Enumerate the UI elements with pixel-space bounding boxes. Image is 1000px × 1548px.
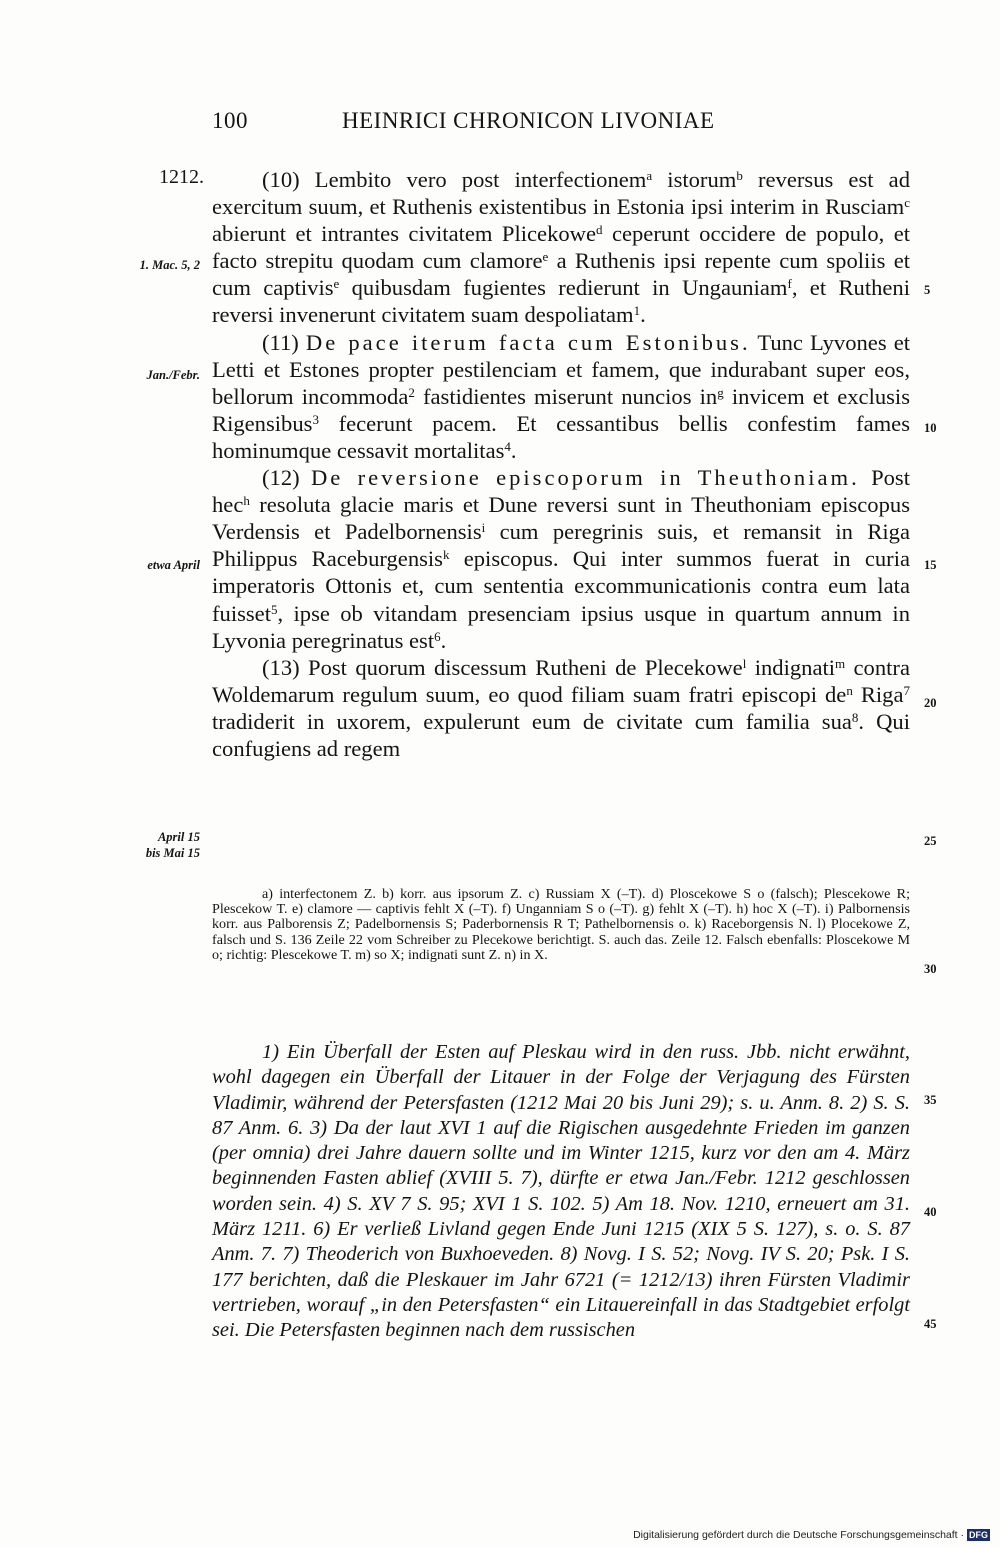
line-number: 30 (924, 962, 937, 976)
paragraph-13: (13) Post quorum discessum Rutheni de Plecekowe$^l$ indignati$^m$ contra Woldemarum regulum suum, eo quod filiam suam fratri episcopi $de^n$ Riga$^7$ tradiderit in uxorem, expulerunt eum de civitate cum familia sua$^8$. Qui confugiens ad regem (212, 654, 910, 761)
margin-year: 1212. (159, 166, 204, 188)
dfg-logo-icon: DFG (969, 1530, 988, 1540)
line-number: 20 (924, 696, 937, 710)
apparatus-text: a) interfectonem Z. b) korr. aus ipsorum Z. c) Russiam X (–T). d) Ploscekowe S o (falsch); Plescekowe R; Plescekow T. e) clamore — captivis fehlt X (–T). f) Unganniam S o (–T). g) fehlt X (–T). h) hoc X (–T). i) Palbornensis korr. aus Palborensis Z; Padelbornensis S; Paderbornensis R T; Pathelbornensis o. k) Raceborgensis N. l) Plocekowe Z, falsch und S. 136 Zeile 22 vom Schreiber zu Plecekowe berichtigt. S. auch das. Zeile 12. Falsch ebenfalls: Ploscekowe M o; richtig: Plescekowe T. m) so X; indignati sunt Z. n) in X. (212, 886, 910, 963)
line-number: 15 (924, 558, 937, 572)
footnotes (212, 1040, 910, 1344)
page-footer (633, 1529, 990, 1541)
margin-date-april15: April 15 (157, 830, 200, 844)
footnotes-text: 1) Ein Überfall der Esten auf Pleskau wird in den russ. Jbb. nicht erwähnt, wohl dagegen ein Überfall der Litauer in der Folge der Verjagung des Fürsten Vladimir, während der Petersfasten (1212 Mai 20 bis Juni 29); s. u. Anm. 8. 2) S. S. 87 Anm. 6. 3) Da der laut XVI 1 auf die Rigischen ausgedehnte Frieden im ganzen (per omnia) drei Jahre dauern sollte und im Winter 1215, kurz vor den am 4. März beginnenden Fasten ablief (XVIII 5. 7), dürfte er etwa Jan./Febr. 1212 geschlossen worden sein. 4) S. XV 7 S. 95; XVI 1 S. 102. 5) Am 18. Nov. 1210, erneuert am 31. März 1211. 6) Er verließ Livland gegen Ende Juni 1215 (XIX 5 S. 127), s. o. S. 87 Anm. 7. 7) Theoderich von Buxhoeveden. 8) Novg. I S. 52; Novg. IV S. 20; Psk. I S. 177 berichten, daß die Pleskauer im Jahr 6721 (= 1212/13) ihren Fürsten Vladimir vertrieben, worauf „in den Petersfasten“ ein Litauereinfall in das Stadtgebiet erfolgt sei. Die Petersfasten beginnen nach dem russischen (212, 1041, 910, 1342)
paragraph-10: (10) Lembito vero post interfectionem$^a$ istorum$^b$ reversus est ad exercitum suum, et Ruthenis existentibus in Estonia ipsi interim in Rusciam$^c$ abierunt et intrantes civitatem Plicekowe$^d$ ceperunt occidere de populo, et facto strepitu quodam cum clamore$^e$ a Ruthenis ipsi repente cum spoliis et cum captivis$^e$ quibusdam fugientes redierunt in Ungauniam$^f$, et Rutheni reversi invenerunt civitatem suam despoliatam$^1$. (212, 167, 911, 328)
paragraph-11: (11) De pace iterum facta cum Estonibus. Tunc Lyvones et Letti et Estones propter pestilenciam et famem, que indurabant super eos, bellorum incommoda$^2$ fastidientes miserunt nuncios $in^g$ invicem et exclusis Rigensibus$^3$ fecerunt pacem. Et cessantibus bellis confestim fames hominumque cessavit mortalitas$^4$. (212, 329, 911, 463)
critical-apparatus (212, 887, 910, 963)
line-number: 25 (924, 834, 937, 848)
paragraph-12: (12) De reversione episcoporum in Theuthoniam. Post hec$^h$ resoluta glacie maris et Dune reversi sunt in Theuthoniam episcopus Verdensis et Padelbornensis$^i$ cum peregrinis suis, et remansit in Riga Philippus Raceburgensis$^k$ episcopus. Qui inter summos fuerat in curia imperatoris Ottonis et, cum sententia excommunicationis contra eum lata fuisset$^5$, ipse ob vitandam presenciam ipsius usque in quartum annum in Lyvonia peregrinatus est$^6$. (212, 465, 911, 653)
margin-date-april: etwa April (147, 558, 200, 572)
margin-bible-ref: 1. Mac. 5, 2 (139, 258, 200, 272)
main-text (212, 166, 910, 762)
margin-date-mai15: bis Mai 15 (145, 846, 200, 860)
line-number: 10 (924, 421, 937, 435)
line-number: 40 (924, 1205, 937, 1219)
footer-credit: Digitalisierung gefördert durch die Deutsche Forschungsgemeinschaft · (633, 1529, 964, 1541)
line-number: 5 (924, 283, 931, 297)
line-number: 45 (924, 1317, 937, 1331)
margin-date-jan-febr: Jan./Febr. (146, 368, 200, 382)
line-number: 35 (924, 1093, 937, 1107)
section-title: De pace iterum facta cum Estonibus. (305, 329, 751, 355)
running-head: HEINRICI CHRONICON LIVONIAE (342, 108, 715, 133)
page-number: 100 (212, 108, 248, 133)
section-title: De reversione episcoporum in Theuthoniam. (310, 465, 860, 491)
